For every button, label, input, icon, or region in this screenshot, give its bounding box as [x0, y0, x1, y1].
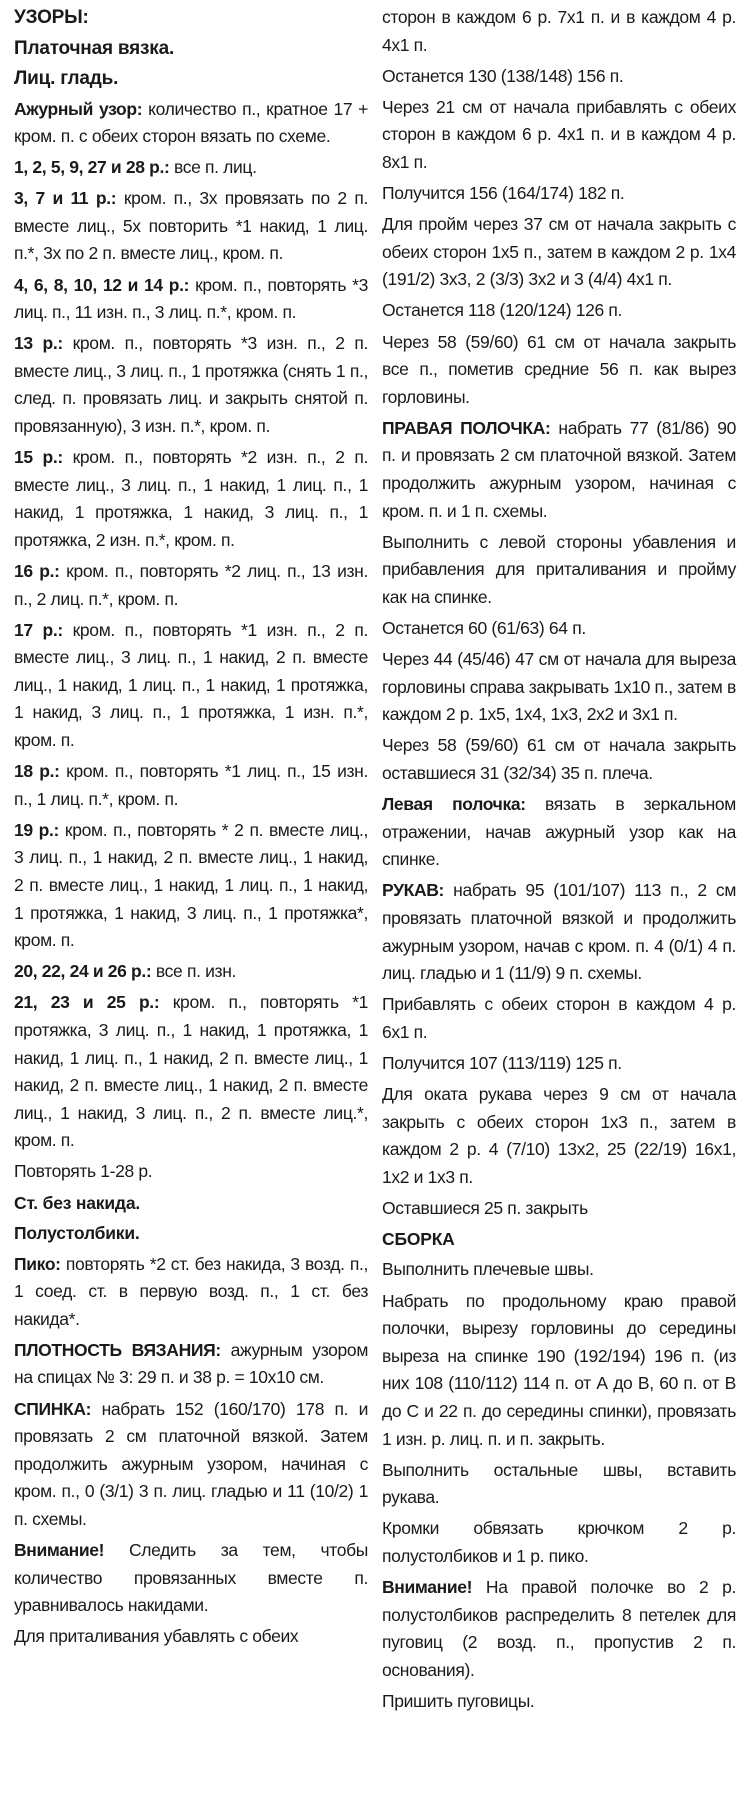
paragraph-lead: РУКАВ:	[382, 880, 445, 901]
instruction-paragraph	[14, 1537, 368, 1620]
instruction-paragraph	[14, 958, 368, 986]
paragraph-text: Получится 156 (164/174) 182 п.	[382, 183, 625, 204]
instruction-paragraph	[14, 272, 368, 327]
instruction-paragraph	[14, 96, 368, 151]
paragraph-lead: ПРАВАЯ ПОЛОЧКА:	[382, 417, 551, 438]
paragraph-text: набрать 152 (160/170) 178 п. и провязать 2 см платочной вязкой. Затем продолжить ажурным узором, начиная с кром. п., 0 (3/1) 3 п. лиц. гладью и 11 (10/2) 1 п. схемы.	[14, 1398, 368, 1529]
paragraph-lead: Ажурный узор:	[14, 98, 143, 119]
instruction-paragraph	[382, 615, 736, 643]
paragraph-text: вязать в зеркальном отражении, начав ажурный узор как на спинке.	[382, 794, 736, 870]
left-column	[14, 0, 368, 1806]
instruction-paragraph	[382, 1515, 736, 1570]
paragraph-lead: 4, 6, 8, 10, 12 и 14 р.:	[14, 274, 190, 295]
instruction-paragraph	[382, 297, 736, 325]
section-heading: Лиц. гладь.	[14, 68, 119, 89]
instruction-paragraph	[14, 1158, 368, 1186]
paragraph-text: Кромки обвязать крючком 2 р. полустолбиков и 1 р. пико.	[382, 1518, 736, 1566]
paragraph-lead: 20, 22, 24 и 26 р.:	[14, 961, 152, 982]
paragraph-text: Выполнить плечевые швы.	[382, 1259, 594, 1280]
paragraph-lead: 13 р.:	[14, 333, 63, 354]
paragraph-text: кром. п., повторять *1 изн. п., 2 п. вместе лиц., 3 лиц. п., 1 накид, 2 п. вместе лиц., 1 накид, 1 лиц. п., 1 накид, 1 протяжка, 1 накид, 3 лиц. п., 1 протяжка, 1 изн. п.*, кром. п.	[14, 619, 368, 751]
instruction-paragraph	[382, 732, 736, 787]
instruction-paragraph	[382, 1288, 736, 1454]
paragraph-lead: 21, 23 и 25 р.:	[14, 992, 160, 1013]
instruction-paragraph	[382, 529, 736, 612]
paragraph-text: Набрать по продольному краю правой полочки, вырезу горловины до середины выреза на спинке 190 (192/194) 196 п. (из них 108 (110/112) 114 п. от А до В, 60 п. от В до С и 22 п. до середины спинки), провязать 1 изн. р. лиц. п. и п. закрыть.	[382, 1290, 736, 1449]
instruction-paragraph	[382, 1195, 736, 1223]
paragraph-text: На правой полочке во 2 р. полустолбиков распределить 8 петелек для пуговиц (2 возд. п., пропустив 2 п. основания).	[382, 1576, 736, 1680]
section-heading: Ст. без накида.	[14, 1192, 141, 1213]
paragraph-lead: СПИНКА:	[14, 1398, 92, 1419]
paragraph-text: кром. п., 3х провязать по 2 п. вместе лиц., 5х повторить *1 накид, 1 лиц. п.*, 3х по 2 п. вместе лиц., кром. п.	[14, 188, 369, 264]
paragraph-text: Останется 118 (120/124) 126 п.	[382, 300, 623, 321]
instruction-paragraph	[14, 1337, 368, 1392]
paragraph-text: Через 58 (59/60) 61 см от начала закрыть все п., пометив средние 56 п. как вырез горловины.	[382, 331, 736, 407]
instruction-paragraph	[382, 877, 736, 987]
paragraph-lead: 19 р.:	[14, 819, 60, 840]
paragraph-lead: Пико:	[14, 1253, 61, 1274]
paragraph-text: количество п., кратное 17 + кром. п. с обеих сторон вязать по схеме.	[14, 98, 369, 147]
paragraph-text: Через 58 (59/60) 61 см от начала закрыть оставшиеся 31 (32/34) 35 п. плеча.	[382, 735, 736, 783]
instruction-paragraph	[14, 444, 368, 554]
instruction-paragraph	[14, 1251, 368, 1334]
paragraph-text: Для оката рукава через 9 см от начала закрыть с обеих сторон 1х3 п., затем в каждом 2 р. 4 (7/10) 13х2, 25 (22/19) 16х1, 1х2 и 1х3 п.	[382, 1083, 736, 1187]
paragraph-lead: Внимание!	[14, 1540, 105, 1560]
paragraph-lead: 17 р.:	[14, 619, 63, 640]
section-heading: Полустолбики.	[14, 1223, 140, 1244]
instruction-paragraph	[14, 1623, 368, 1651]
paragraph-text: Через 21 см от начала прибавлять с обеих сторон в каждом 6 р. 4х1 п. и в каждом 4 р. 8х1 п.	[382, 96, 736, 172]
instruction-paragraph	[14, 758, 368, 813]
paragraph-text: Повторять 1-28 р.	[14, 1161, 153, 1182]
instruction-paragraph	[382, 1081, 736, 1191]
instruction-paragraph	[382, 1688, 736, 1716]
paragraph-text: все п. лиц.	[169, 157, 257, 178]
section-heading: УЗОРЫ:	[14, 7, 89, 28]
paragraph-lead: Внимание!	[382, 1576, 473, 1597]
instruction-paragraph	[14, 185, 368, 268]
paragraph-text: Следить за тем, чтобы количество провязанных вместе п. уравнивалось накидами.	[14, 1540, 368, 1616]
paragraph-lead: ПЛОТНОСТЬ ВЯЗАНИЯ:	[14, 1339, 221, 1360]
instruction-paragraph	[382, 646, 736, 729]
instruction-paragraph	[382, 1050, 736, 1078]
paragraph-text: набрать 95 (101/107) 113 п., 2 см провязать платочной вязкой и продолжить ажурным узором, начав с кром. п. 4 (0/1) 4 п. лиц. гладью и 1 (11/9) 9 п. схемы.	[382, 880, 736, 984]
paragraph-text: Для пройм через 37 см от начала закрыть с обеих сторон 1х5 п., затем в каждом 2 р. 1х4 (191/2) 3х3, 2 (3/3) 3х2 и 3 (4/4) 4х1 п.	[382, 214, 736, 290]
instruction-paragraph	[14, 154, 368, 182]
paragraph-text: Через 44 (45/46) 47 см от начала для выреза горловины справа закрывать 1х10 п., затем в каждом 2 р. 1х5, 1х4, 1х3, 2х2 и 3х1 п.	[382, 649, 736, 725]
paragraph-text: Пришить пуговицы.	[382, 1690, 535, 1711]
paragraph-text: кром. п., повторять *2 изн. п., 2 п. вместе лиц., 3 лиц. п., 1 накид, 1 лиц. п., 1 накид, 1 протяжка, 1 накид, 3 лиц. п., 1 протяжка, 2 изн. п.*, кром. п.	[14, 447, 368, 550]
section-heading: СБОРКА	[382, 1228, 455, 1249]
paragraph-text: все п. изн.	[151, 961, 237, 982]
instruction-paragraph	[14, 989, 368, 1155]
paragraph-text: кром. п., повторять *1 лиц. п., 15 изн. п., 1 лиц. п.*, кром. п.	[14, 761, 369, 809]
paragraph-text: повторять *2 ст. без накида, 3 возд. п., 1 соед. ст. в первую возд. п., 1 ст. без накида*.	[14, 1253, 368, 1329]
paragraph-text: Выполнить остальные швы, вставить рукава.	[382, 1459, 736, 1508]
instruction-paragraph	[14, 617, 368, 755]
instruction-paragraph	[14, 817, 368, 955]
instruction-paragraph	[14, 1396, 368, 1534]
paragraph-lead: 16 р.:	[14, 561, 60, 581]
instruction-paragraph	[382, 4, 736, 59]
instruction-paragraph	[382, 180, 736, 208]
paragraph-text: набрать 77 (81/86) 90 п. и провязать 2 см платочной вязкой. Затем продолжить ажурным узором, начиная с кром. п. и 1 п. схемы.	[382, 417, 736, 521]
instruction-paragraph	[382, 329, 736, 412]
paragraph-lead: 15 р.:	[14, 447, 63, 468]
paragraph-text: Выполнить с левой стороны убавления и прибавления для приталивания и пройму как на спинке.	[382, 531, 736, 607]
instruction-paragraph	[382, 211, 736, 294]
instruction-paragraph	[382, 791, 736, 874]
paragraph-text: Прибавлять с обеих сторон в каждом 4 р. 6х1 п.	[382, 994, 736, 1042]
paragraph-text: Оставшиеся 25 п. закрыть	[382, 1197, 588, 1218]
paragraph-text: кром. п., повторять * 2 п. вместе лиц., 3 лиц. п., 1 накид, 2 п. вместе лиц., 1 накид, 2 п. вместе лиц., 1 накид, 1 лиц. п., 1 накид, 1 протяжка, 1 накид, 3 лиц. п., 1 протяжка*, кром. п.	[14, 819, 368, 951]
instruction-paragraph	[14, 558, 368, 613]
paragraph-text: Останется 130 (138/148) 156 п.	[382, 65, 624, 86]
instruction-paragraph	[382, 991, 736, 1046]
paragraph-text: Для приталивания убавлять с обеих	[14, 1626, 299, 1647]
instruction-paragraph	[382, 94, 736, 177]
paragraph-text: кром. п., повторять *2 лиц. п., 13 изн. п., 2 лиц. п.*, кром. п.	[14, 561, 369, 609]
instruction-paragraph	[382, 63, 736, 91]
paragraph-text: кром. п., повторять *3 изн. п., 2 п. вместе лиц., 3 лиц. п., 1 протяжка (снять 1 п., след. п. провязать лиц. и закрыть снятой п. провязанную), 3 изн. п.*, кром. п.	[14, 333, 368, 437]
paragraph-text: ажурным узором на спицах № 3: 29 п. и 38 р. = 10х10 см.	[14, 1339, 368, 1388]
paragraph-text: кром. п., повторять *1 протяжка, 3 лиц. п., 1 накид, 1 протяжка, 1 накид, 1 лиц. п., 1 накид, 2 п. вместе лиц., 1 накид, 2 п. вместе лиц., 1 накид, 2 п. вместе лиц., 1 накид, 3 лиц. п., 2 п. вместе лиц.*, кром. п.	[14, 992, 368, 1151]
paragraph-lead: 18 р.:	[14, 761, 60, 782]
section-heading: Платочная вязка.	[14, 37, 175, 59]
instruction-paragraph	[382, 1256, 736, 1284]
paragraph-lead: 1, 2, 5, 9, 27 и 28 р.:	[14, 157, 170, 178]
paragraph-lead: Левая полочка:	[382, 794, 526, 815]
paragraph-text: сторон в каждом 6 р. 7х1 п. и в каждом 4 р. 4х1 п.	[382, 7, 736, 55]
paragraph-text: Получится 107 (113/119) 125 п.	[382, 1052, 622, 1073]
paragraph-text: кром. п., повторять *3 лиц. п., 11 изн. п., 3 лиц. п.*, кром. п.	[14, 274, 368, 323]
paragraph-text: Останется 60 (61/63) 64 п.	[382, 617, 586, 638]
paragraph-lead: 3, 7 и 11 р.:	[14, 188, 117, 209]
instruction-paragraph	[382, 1574, 736, 1684]
right-column	[382, 0, 736, 1806]
instruction-paragraph	[382, 1457, 736, 1512]
instruction-paragraph	[14, 330, 368, 440]
instruction-paragraph	[382, 415, 736, 525]
